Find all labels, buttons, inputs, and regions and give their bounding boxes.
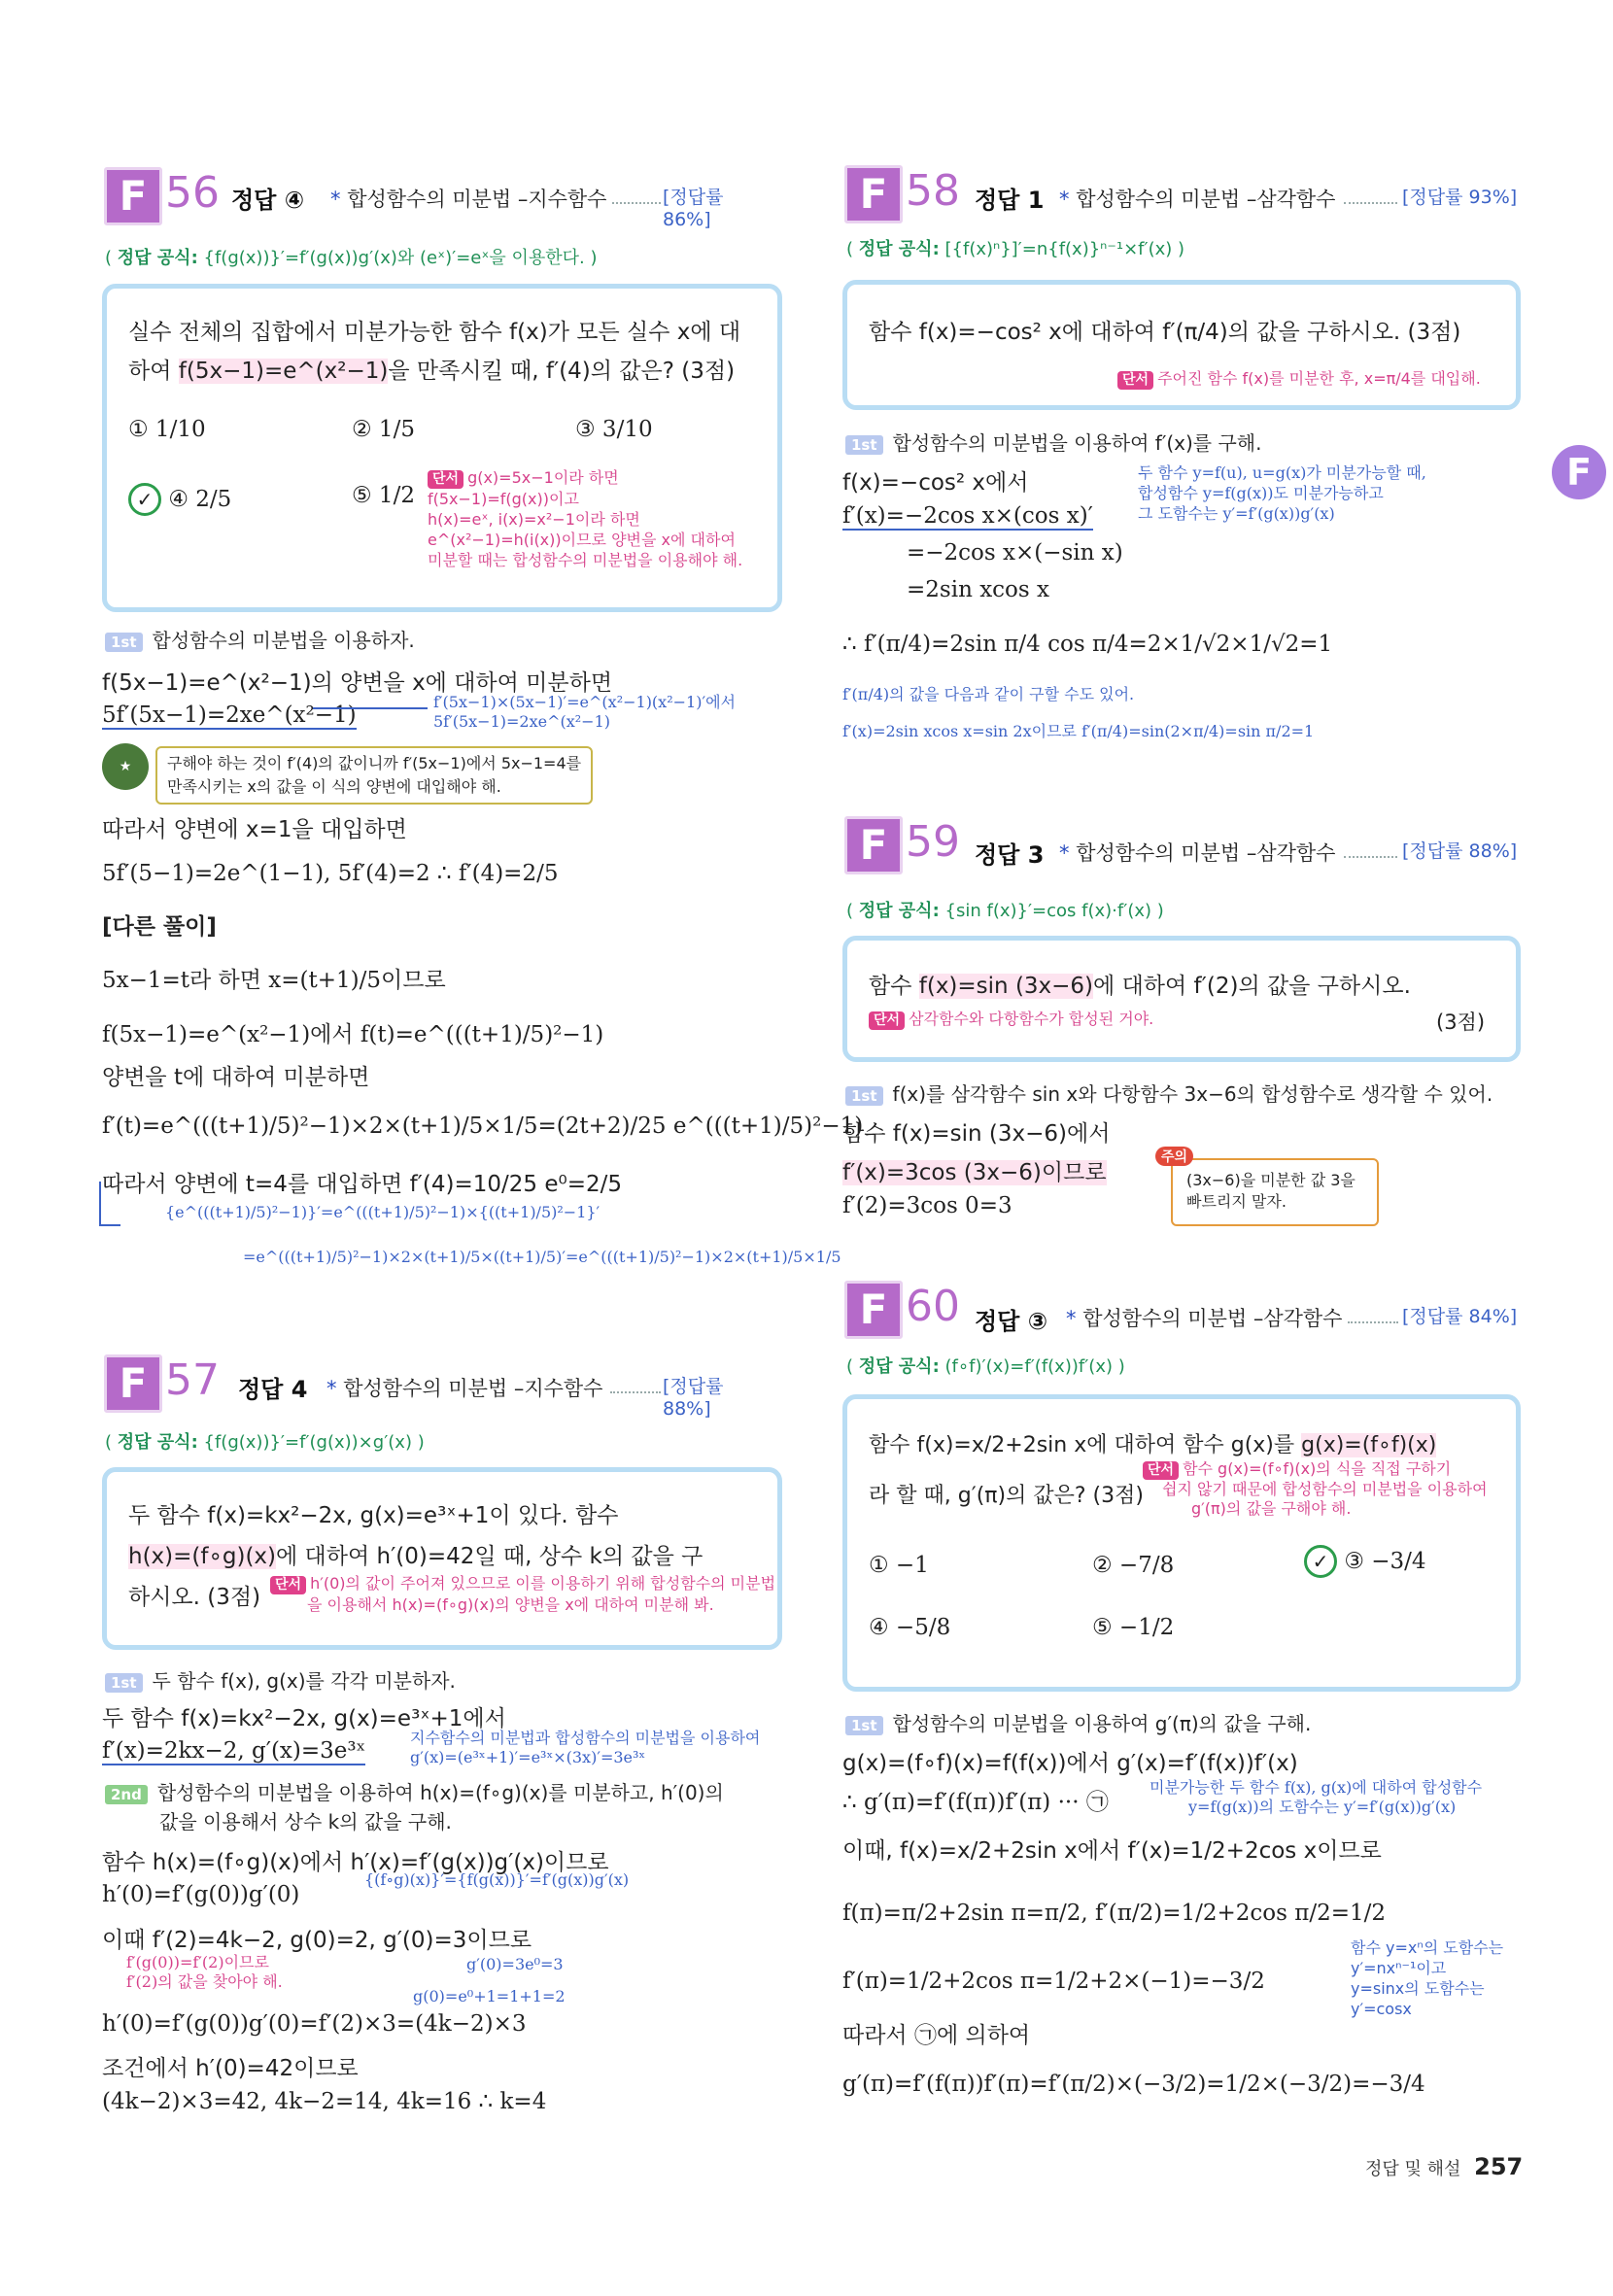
problem-number: 56 xyxy=(165,168,220,218)
question-line: 함수 f(x)=−cos² x에 대하여 f′(π/4)의 값을 구하시오. (3점) xyxy=(869,320,1461,345)
side-note: 미분가능한 두 함수 f(x), g(x)에 대하여 합성함수 y=f(g(x))의 도함수는 y′=f′(g(x))g′(x) xyxy=(1150,1778,1483,1816)
chapter-tab-f[interactable]: F xyxy=(1552,445,1606,499)
solution-line: 5f′(5−1)=2e^(1−1), 5f′(4)=2 ∴ f′(4)=2/5 xyxy=(102,861,559,886)
choice-5[interactable]: ⑤ 1/2 xyxy=(352,483,415,508)
caution-box xyxy=(1171,1158,1379,1226)
solution-line: 5x−1=t라 하면 x=(t+1)/5이므로 xyxy=(102,968,446,993)
dotted-leader xyxy=(1344,202,1397,204)
problem-badge: F xyxy=(104,167,162,225)
hint-note: 단서 삼각함수와 다항함수가 합성된 거야. xyxy=(869,1007,1153,1030)
choice-3-correct[interactable]: ✓ ③ −3/4 xyxy=(1304,1545,1426,1578)
side-note: {e^(((t+1)/5)²−1)}′=e^(((t+1)/5)²−1)×{((t+1)/5)²−1}′ xyxy=(165,1203,601,1221)
step-1: 1st f(x)를 삼각함수 sin x와 다항함수 3x−6의 합성함수로 생각할 수 있어. xyxy=(845,1079,1493,1107)
step-1: 1st 합성함수의 미분법을 이용하여 g′(π)의 값을 구해. xyxy=(845,1708,1311,1736)
answer-formula: ( 정답 공식: {sin f(x)}′=cos f(x)·f′(x) ) xyxy=(846,901,1164,921)
answer-formula: ( 정답 공식: {f(g(x))}′=f′(g(x))×g′(x) ) xyxy=(105,1432,425,1453)
step-1: 1st 합성함수의 미분법을 이용하여 f′(x)를 구해. xyxy=(845,428,1261,456)
dotted-leader xyxy=(1348,1321,1398,1323)
solution-line: 함수 f(x)=sin (3x−6)에서 xyxy=(842,1121,1111,1147)
solution-line: h′(0)=f′(g(0))g′(0) xyxy=(102,1882,300,1907)
side-note: {(f∘g)(x)}′={f(g(x))}′=f′(g(x))g′(x) xyxy=(364,1870,630,1889)
solution-line: 이때, f(x)=x/2+2sin x에서 f′(x)=1/2+2cos x이므로 xyxy=(842,1838,1382,1864)
problem-badge: F xyxy=(844,816,903,874)
topic: * 합성함수의 미분법 –삼각함수 xyxy=(1059,841,1336,865)
question-line: 실수 전체의 집합에서 미분가능한 함수 f(x)가 모든 실수 x에 대 xyxy=(128,320,741,345)
question-box xyxy=(842,1394,1521,1692)
solution-line: f′(x)=3cos (3x−6)이므로 xyxy=(842,1160,1107,1185)
topic: * 합성함수의 미분법 –삼각함수 xyxy=(1066,1307,1343,1330)
side-note: 지수함수의 미분법과 합성함수의 미분법을 이용하여 g′(x)=(e³ˣ+1)′=e³ˣ×(3x)′=3e³ˣ xyxy=(410,1729,761,1766)
hint-note: 단서 함수 g(x)=(f∘f)(x)의 식을 직접 구하기 쉽지 않기 때문에 합성함수의 미분법을 이용하여 g′(π)의 값을 구해야 해. xyxy=(1143,1459,1488,1519)
solution-line: 따라서 양변에 t=4를 대입하면 f′(4)=10/25 e⁰=2/5 xyxy=(102,1172,622,1197)
choice-1[interactable]: ① 1/10 xyxy=(128,417,206,442)
caution-text: (3x−6)을 미분한 값 3을 빠트리지 말자. xyxy=(1186,1171,1356,1211)
answer-label: 정답 ④ xyxy=(231,187,305,214)
problem-badge: F xyxy=(844,165,903,223)
topic: * 합성함수의 미분법 –지수함수 xyxy=(330,188,607,211)
check-circle-icon: ✓ xyxy=(1304,1545,1337,1578)
arrow-line xyxy=(99,1182,120,1226)
accuracy-rate: [정답률 86%] xyxy=(663,187,724,230)
problem-number: 57 xyxy=(165,1355,220,1405)
hint-note: 단서 h′(0)의 값이 주어져 있으므로 이를 이용하기 위해 합성함수의 미분법 을 이용해서 h(x)=(f∘g)(x)의 양변을 x에 대하여 미분해 봐. xyxy=(270,1573,775,1615)
question-box xyxy=(842,936,1521,1062)
problem-badge: F xyxy=(104,1354,162,1413)
answer-label: 정답 ③ xyxy=(975,1308,1048,1335)
page-footer xyxy=(1365,2153,1523,2180)
answer-formula: ( 정답 공식: [{f(x)ⁿ}]′=n{f(x)}ⁿ⁻¹×f′(x) ) xyxy=(846,239,1185,259)
answer-formula: ( 정답 공식: (f∘f)′(x)=f′(f(x))f′(x) ) xyxy=(846,1356,1125,1377)
solution-line: (4k−2)×3=42, 4k−2=14, 4k=16 ∴ k=4 xyxy=(102,2089,547,2114)
arrow-line xyxy=(313,707,428,737)
accuracy-rate: [정답률 88%] xyxy=(663,1376,724,1420)
problem-number: 60 xyxy=(906,1282,960,1331)
solution-line: f(x)=−cos² x에서 xyxy=(842,470,1029,496)
question-line: 함수 f(x)=sin (3x−6)에 대하여 f′(2)의 값을 구하시오. xyxy=(869,974,1411,999)
hint-note: 단서 주어진 함수 f(x)를 미분한 후, x=π/4를 대입해. xyxy=(1117,366,1481,390)
solution-line: 이때 f′(2)=4k−2, g(0)=2, g′(0)=3이므로 xyxy=(102,1928,532,1953)
side-note: f′(π/4)의 값을 다음과 같이 구할 수도 있어. xyxy=(842,685,1135,703)
problem-number: 58 xyxy=(906,166,960,216)
question-line: h(x)=(f∘g)(x)에 대하여 h′(0)=42일 때, 상수 k의 값을 구 xyxy=(128,1544,704,1569)
side-note: f′(x)=2sin xcos x=sin 2x이므로 f′(π/4)=sin(2×π/4)=sin π/2=1 xyxy=(842,722,1315,740)
side-note: 함수 y=xⁿ의 도함수는 y′=nxⁿ⁻¹이고 y=sinx의 도함수는 y′=cosx xyxy=(1351,1938,1504,2018)
solution-line: f′(2)=3cos 0=3 xyxy=(842,1193,1012,1218)
solution-line: f′(x)=2kx−2, g′(x)=3e³ˣ xyxy=(102,1738,366,1764)
choice-2[interactable]: ② −7/8 xyxy=(1092,1553,1175,1578)
solution-line: g′(π)=f′(f(π))f′(π)=f′(π/2)×(−3/2)=1/2×(−3/2)=−3/4 xyxy=(842,2072,1425,2097)
solution-line: 조건에서 h′(0)=42이므로 xyxy=(102,2056,359,2081)
answer-formula: ( 정답 공식: {f(g(x))}′=f′(g(x))g′(x)와 (eˣ)′=eˣ을 이용한다. ) xyxy=(105,248,598,268)
solution-line: f′(x)=−2cos x×(cos x)′ xyxy=(842,503,1093,529)
page-number: 257 xyxy=(1474,2153,1524,2180)
problem-number: 59 xyxy=(906,817,960,867)
footer-label: 정답 및 해설 xyxy=(1365,2159,1461,2179)
solution-line: 따라서 ㉠에 의하여 xyxy=(842,2023,1031,2048)
solution-line: 함수 h(x)=(f∘g)(x)에서 h′(x)=f′(g(x))g′(x)이므로 xyxy=(102,1850,609,1875)
mistake-warning-icon: ★ xyxy=(102,743,149,790)
choice-4[interactable]: ④ −5/8 xyxy=(869,1615,951,1640)
score: (3점) xyxy=(1436,1011,1486,1034)
solution-line: f(π)=π/2+2sin π=π/2, f′(π/2)=1/2+2cos π/2=1/2 xyxy=(842,1901,1387,1926)
tip-box: 구해야 하는 것이 f′(4)의 값이니까 f′(5x−1)에서 5x−1=4를 만족시키는 x의 값을 이 식의 양변에 대입해야 해. xyxy=(155,746,593,805)
step-2: 2nd 합성함수의 미분법을 이용하여 h(x)=(f∘g)(x)를 미분하고, h′(0)의 값을 이용해서 상수 k의 값을 구해. xyxy=(105,1778,724,1836)
question-box xyxy=(842,280,1521,410)
hint-note: 단서 g(x)=5x−1이라 하면 f(5x−1)=f(g(x))이고 h(x)=eˣ, i(x)=x²−1이라 하면 e^(x²−1)=h(i(x))이므로 양변을 x에 대하여 미분할 때는 합성함수의 미분법을 이용해야 해. xyxy=(428,468,743,569)
solution-line: 따라서 양변에 x=1을 대입하면 xyxy=(102,817,407,842)
answer-label: 정답 1 xyxy=(975,187,1045,214)
topic: * 합성함수의 미분법 –지수함수 xyxy=(326,1377,603,1400)
question-line: 두 함수 f(x)=kx²−2x, g(x)=e³ˣ+1이 있다. 함수 xyxy=(128,1503,619,1528)
question-box xyxy=(102,1467,782,1650)
question-line: 라 할 때, g′(π)의 값은? (3점) xyxy=(869,1484,1144,1508)
question-box xyxy=(102,284,782,612)
topic: * 합성함수의 미분법 –삼각함수 xyxy=(1059,188,1336,211)
step-1: 1st 두 함수 f(x), g(x)를 각각 미분하자. xyxy=(105,1665,456,1694)
side-note: g′(0)=3e⁰=3 xyxy=(466,1955,564,1973)
answer-label: 정답 3 xyxy=(975,841,1045,869)
question-line: 하여 f(5x−1)=e^(x²−1)을 만족시킬 때, f′(4)의 값은? (3점) xyxy=(128,359,736,384)
dotted-leader xyxy=(1344,856,1397,858)
solution-line: ∴ g′(π)=f′(f(π))f′(π) ··· ㉠ xyxy=(842,1790,1109,1815)
solution-line: =−2cos x×(−sin x) xyxy=(907,540,1123,565)
answer-label: 정답 4 xyxy=(238,1376,308,1403)
problem-badge: F xyxy=(844,1281,903,1339)
solution-line: =2sin xcos x xyxy=(907,577,1049,602)
solution-line: 5f′(5x−1)=2xe^(x²−1) xyxy=(102,703,357,728)
solution-line: f′(t)=e^(((t+1)/5)²−1)×2×(t+1)/5×1/5=(2t+2)/25 e^(((t+1)/5)²−1) xyxy=(102,1114,864,1139)
choice-1[interactable]: ① −1 xyxy=(869,1553,929,1578)
solution-line: g(x)=(f∘f)(x)=f(f(x))에서 g′(x)=f′(f(x))f′(x) xyxy=(842,1751,1298,1776)
solution-line: 두 함수 f(x)=kx²−2x, g(x)=e³ˣ+1에서 xyxy=(102,1706,506,1731)
caution-tag: 주의 xyxy=(1155,1147,1193,1166)
solution-line: ∴ f′(π/4)=2sin π/4 cos π/4=2×1/√2×1/√2=1 xyxy=(842,632,1333,657)
check-circle-icon: ✓ xyxy=(128,483,161,516)
solution-line: 양변을 t에 대하여 미분하면 xyxy=(102,1065,370,1090)
side-note: g(0)=e⁰+1=1+1=2 xyxy=(413,1987,566,2005)
accuracy-rate: [정답률 93%] xyxy=(1402,187,1518,208)
side-note: f′(5x−1)×(5x−1)′=e^(x²−1)(x²−1)′에서 5f′(5x−1)=2xe^(x²−1) xyxy=(433,693,736,731)
solution-line: f′(π)=1/2+2cos π=1/2+2×(−1)=−3/2 xyxy=(842,1969,1265,1994)
question-line: 함수 f(x)=x/2+2sin x에 대하여 함수 g(x)를 g(x)=(f∘f)(x) xyxy=(869,1433,1437,1457)
side-note: f′(g(0))=f′(2)이므로 f′(2)의 값을 찾아야 해. xyxy=(126,1953,283,1991)
step-1: 1st 합성함수의 미분법을 이용하자. xyxy=(105,625,415,653)
solution-line: f(5x−1)=e^(x²−1)에서 f(t)=e^(((t+1)/5)²−1) xyxy=(102,1022,604,1047)
choice-4-correct[interactable]: ✓ ④ 2/5 xyxy=(128,483,231,516)
solution-line: f(5x−1)=e^(x²−1)의 양변을 x에 대하여 미분하면 xyxy=(102,670,613,696)
side-note: =e^(((t+1)/5)²−1)×2×(t+1)/5×((t+1)/5)′=e^(((t+1)/5)²−1)×2×(t+1)/5×1/5 xyxy=(243,1248,841,1266)
accuracy-rate: [정답률 88%] xyxy=(1402,840,1518,862)
question-line: 하시오. (3점) xyxy=(128,1585,261,1610)
choice-2[interactable]: ② 1/5 xyxy=(352,417,415,442)
accuracy-rate: [정답률 84%] xyxy=(1402,1306,1518,1327)
dotted-leader xyxy=(612,202,661,204)
side-note: 두 함수 y=f(u), u=g(x)가 미분가능할 때, 합성함수 y=f(g(x))도 미분가능하고 그 도함수는 y′=f′(g(x))g′(x) xyxy=(1138,463,1426,523)
choice-3[interactable]: ③ 3/10 xyxy=(575,417,653,442)
solution-line: h′(0)=f′(g(0))g′(0)=f′(2)×3=(4k−2)×3 xyxy=(102,2011,527,2037)
choice-5[interactable]: ⑤ −1/2 xyxy=(1092,1615,1175,1640)
dotted-leader xyxy=(610,1391,661,1393)
alt-solution-title: [다른 풀이] xyxy=(102,914,217,940)
